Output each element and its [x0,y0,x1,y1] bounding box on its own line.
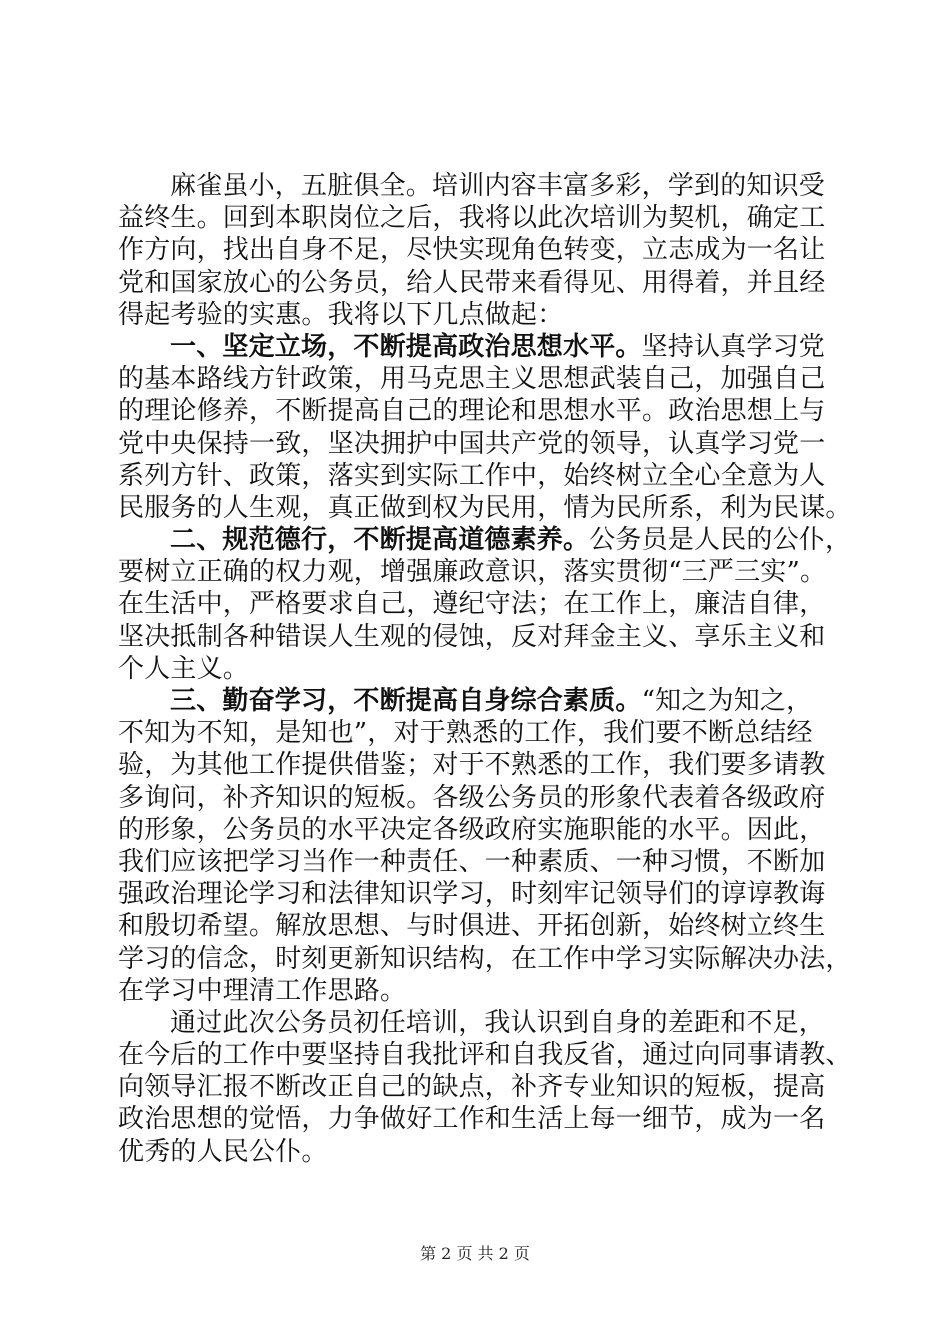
line-text: 要树立正确的权力观，增强廉政意识，落实贯彻“三严三实”。 [118,557,827,588]
text-line [118,846,838,878]
line-text: 优秀的人民公仆。 [118,1136,328,1167]
line-text: 学习的信念，时刻更新知识结构，在工作中学习实际解决办法， [118,943,852,974]
line-text: 益终生。回到本职岗位之后，我将以此次培训为契机，确定工 [118,203,826,234]
text-line [118,653,838,685]
text-line [118,170,838,202]
section-heading: 二、规范德行，不断提高道德素养。 [170,525,590,556]
text-line [118,395,838,427]
line-text: 党中央保持一致，坚决拥护中国共产党的领导，认真学习党一 [118,428,826,459]
text-line [118,1007,838,1039]
line-text: 党和国家放心的公务员，给人民带来看得见、用得着，并且经 [118,267,826,298]
line-text: 在学习中理清工作思路。 [118,975,407,1006]
text-line [118,621,838,653]
line-text: 强政治理论学习和法律知识学习，时刻牢记领导们的谆谆教诲 [118,879,826,910]
text-line [118,267,838,299]
line-text: 的基本路线方针政策，用马克思主义思想武装自己，加强自己 [118,364,826,395]
section-heading: 一、坚定立场，不断提高政治思想水平。 [170,331,642,362]
line-text: 多询问，补齐知识的短板。各级公务员的形象代表着各级政府 [118,782,826,813]
line-text: 系列方针、政策，落实到实际工作中，始终树立全心全意为人 [118,460,826,491]
line-text: 在今后的工作中要坚持自我批评和自我反省，通过向同事请教、 [118,1040,852,1071]
text-line [118,685,838,717]
text-line [118,428,838,460]
text-line [118,878,838,910]
line-text: 的形象，公务员的水平决定各级政府实施职能的水平。因此， [118,814,826,845]
line-text: 我们应该把学习当作一种责任、一种素质、一种习惯，不断加 [118,846,826,877]
line-text: 得起考验的实惠。我将以下几点做起： [118,299,564,330]
line-text: 向领导汇报不断改正自己的缺点，补齐专业知识的短板，提高 [118,1072,826,1103]
text-line [118,460,838,492]
line-text: 和殷切希望。解放思想、与时俱进、开拓创新，始终树立终生 [118,911,826,942]
text-line [118,588,838,620]
text-line [118,492,852,524]
text-line [118,524,852,556]
document-body [118,170,852,1168]
text-line [118,1039,852,1071]
section-heading: 三、勤奋学习，不断提高自身综合素质。 [170,686,642,716]
line-text: 政治思想的觉悟，力争做好工作和生活上每一细节，成为一名 [118,1104,826,1135]
text-line [118,943,852,975]
text-line [118,234,838,266]
line-text: 麻雀虽小，五脏俱全。培训内容丰富多彩，学到的知识受 [170,171,826,201]
line-text: 在生活中，严格要求自己，遵纪守法；在工作上，廉洁自律， [118,589,826,620]
page-footer: 第 2 页 共 2 页 [420,1244,530,1263]
line-text: 通过此次公务员初任培训，我认识到自身的差距和不足， [170,1007,826,1038]
text-line [118,717,838,749]
text-line [118,202,838,234]
line-text: 不知为不知，是知也”，对于熟悉的工作，我们要不断总结经 [118,718,813,749]
line-text: “知之为知之， [641,686,813,716]
text-line [118,331,838,363]
text-line [118,363,838,395]
text-line [118,782,838,814]
line-text: 验，为其他工作提供借鉴；对于不熟悉的工作，我们要多请教 [118,750,826,781]
line-text: 的理论修养，不断提高自己的理论和思想水平。政治思想上与 [118,396,826,427]
text-line [118,1071,838,1103]
line-text: 公务员是人民的公仆， [589,525,852,556]
line-text: 坚决抵制各种错误人生观的侵蚀，反对拜金主义、享乐主义和 [118,621,826,652]
text-line [118,910,838,942]
text-line [118,299,838,331]
text-line [118,556,838,588]
text-line [118,749,838,781]
text-line [118,975,838,1007]
line-text: 作方向，找出自身不足，尽快实现角色转变，立志成为一名让 [118,235,826,266]
text-line [118,1136,838,1168]
line-text: 民服务的人生观，真正做到权为民用，情为民所系，利为民谋。 [118,492,852,523]
text-line [118,814,838,846]
line-text: 坚持认真学习党 [641,331,826,362]
text-line [118,1103,838,1135]
line-text: 个人主义。 [118,653,250,684]
